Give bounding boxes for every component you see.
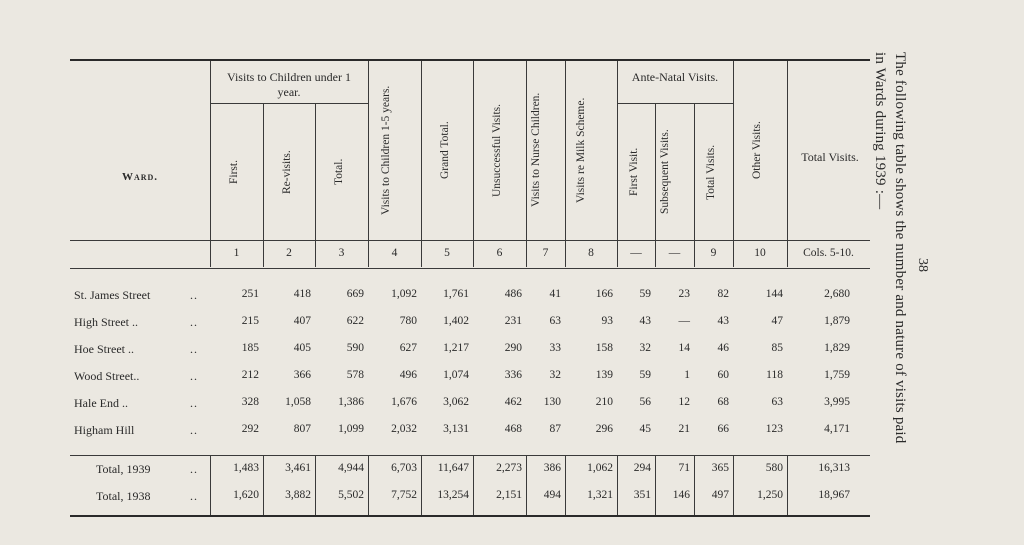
milk-scheme-header: Visits re Milk Scheme.	[575, 97, 587, 203]
table-cell: 158	[595, 342, 613, 354]
table-cell: 66	[717, 423, 729, 435]
table-cell: 231	[504, 315, 522, 327]
table-cell: 59	[639, 369, 651, 381]
table-cell: 2,273	[496, 462, 522, 474]
table-cell: 59	[639, 288, 651, 300]
table-cell: 144	[765, 288, 783, 300]
table-cell: 2,151	[496, 489, 522, 501]
col-divider	[694, 103, 695, 267]
column-number: 10	[754, 247, 766, 259]
table-cell: 296	[595, 423, 613, 435]
col-divider	[655, 103, 656, 267]
table-cell: 215	[241, 315, 259, 327]
table-cell: 292	[241, 423, 259, 435]
table-cell: 578	[346, 369, 364, 381]
caption-line-2: in Wards during 1939 :—	[872, 52, 888, 210]
table-cell: 71	[678, 462, 690, 474]
table-cell: 468	[504, 423, 522, 435]
grand-total-header: Grand Total.	[439, 121, 451, 179]
col-divider	[263, 103, 264, 267]
table-cell: 3,882	[285, 489, 311, 501]
page-number: 38	[915, 258, 930, 272]
table-cell: 1,761	[443, 288, 469, 300]
table-cell: 590	[346, 342, 364, 354]
visits-1-5-header: Visits to Children 1-5 years.	[380, 85, 392, 215]
table-cell: 1	[684, 369, 690, 381]
column-number: 8	[588, 247, 594, 259]
table-cell: 32	[549, 369, 561, 381]
table-cell: 1,620	[233, 489, 259, 501]
col-divider	[617, 61, 618, 267]
table-cell: 669	[346, 288, 364, 300]
table-cell: 580	[765, 462, 783, 474]
table-cell: 462	[504, 396, 522, 408]
col-divider	[526, 61, 527, 267]
col-divider	[315, 103, 316, 267]
leader-dots: ..	[190, 342, 198, 356]
table-cell: 627	[399, 342, 417, 354]
ward-name: High Street ..	[74, 315, 138, 329]
column-number: 6	[496, 247, 503, 259]
table-cell: 11,647	[437, 462, 469, 474]
leader-dots: ..	[190, 396, 198, 410]
unsuccessful-header: Unsuccessful Visits.	[491, 103, 503, 197]
table-cell: 366	[293, 369, 311, 381]
table-cell: 4,171	[824, 423, 850, 435]
table-cell: 123	[765, 423, 783, 435]
column-number: 4	[391, 247, 398, 259]
column-number: 9	[710, 247, 717, 259]
leader-dots: ..	[190, 489, 198, 503]
table-cell: 1,099	[338, 423, 364, 435]
table-cell: 43	[717, 315, 729, 327]
table-cell: 365	[711, 462, 729, 474]
table-cell: 486	[504, 288, 522, 300]
table-cell: 418	[293, 288, 311, 300]
col-divider	[787, 61, 788, 267]
table-cell: 60	[717, 369, 729, 381]
table-cell: 41	[549, 288, 561, 300]
table-cell: 3,995	[824, 396, 850, 408]
table-cell: 1,676	[391, 396, 417, 408]
table-cell: 4,944	[338, 462, 364, 474]
leader-dots: ..	[190, 462, 198, 476]
table-cell: 14	[678, 342, 690, 354]
table-cell: 1,250	[757, 489, 783, 501]
table-cell: 1,062	[587, 462, 613, 474]
ward-header: Ward.	[121, 171, 159, 183]
ward-name: St. James Street	[74, 288, 151, 302]
table-cell: 1,759	[824, 369, 850, 381]
col-divider	[473, 61, 474, 267]
table-cell: 21	[678, 423, 690, 435]
ward-name: Higham Hill	[74, 423, 135, 437]
column-number: 7	[542, 247, 549, 259]
table-cell: 290	[504, 342, 522, 354]
table-cell: 1,829	[824, 342, 850, 354]
header-bottom-rule	[70, 240, 870, 241]
table-cell: 13,254	[437, 489, 469, 501]
table-cell: 1,058	[285, 396, 311, 408]
table-cell: 496	[399, 369, 417, 381]
table-cell: 43	[639, 315, 651, 327]
antenatal-header: Ante-Natal Visits.	[631, 70, 719, 84]
ward-name: Total, 1938	[96, 489, 151, 503]
table-cell: 68	[717, 396, 729, 408]
column-number: Cols. 5-10.	[803, 247, 854, 259]
table-cell: 1,386	[338, 396, 364, 408]
table-cell: 328	[241, 396, 259, 408]
colnum-bottom-rule	[70, 268, 870, 269]
table-cell: 146	[672, 489, 690, 501]
table-cell: 1,321	[587, 489, 613, 501]
total-visits-header: Total Visits.	[705, 144, 717, 200]
children-group-rule	[210, 103, 368, 104]
children-under-1-header: Visits to Children under 1 year.	[227, 70, 351, 99]
table-cell: 2,680	[824, 288, 850, 300]
table-cell: 130	[543, 396, 561, 408]
first-visit-header: First Visit.	[628, 147, 640, 197]
column-number: 2	[286, 247, 292, 259]
table-cell: 87	[549, 423, 561, 435]
table-cell: 212	[241, 369, 259, 381]
table-cell: 336	[504, 369, 522, 381]
other-visits-header: Other Visits.	[751, 121, 763, 179]
table-cell: 294	[633, 462, 651, 474]
ward-name: Hoe Street ..	[74, 342, 134, 356]
table-cell: 18,967	[818, 489, 850, 501]
table-cell: 23	[678, 288, 690, 300]
table-cell: 497	[711, 489, 729, 501]
ward-name: Hale End ..	[74, 396, 128, 410]
table-cell: 351	[633, 489, 651, 501]
total-header: Total.	[333, 158, 345, 186]
table-cell: 7,752	[391, 489, 417, 501]
table-cell: 1,483	[233, 462, 259, 474]
col-divider	[565, 61, 566, 267]
leader-dots: ..	[190, 288, 198, 302]
table-cell: 405	[293, 342, 311, 354]
table-cell: 85	[771, 342, 783, 354]
table-cell: 32	[639, 342, 651, 354]
table-cell: 45	[639, 423, 651, 435]
leader-dots: ..	[190, 423, 198, 437]
table-cell: 166	[595, 288, 613, 300]
leader-dots: ..	[190, 315, 198, 329]
table-cell: 780	[399, 315, 417, 327]
column-number: —	[668, 247, 681, 259]
table-cell: 1,074	[443, 369, 469, 381]
table-cell: 3,461	[285, 462, 311, 474]
table-cell: 33	[549, 342, 561, 354]
table-cell: 46	[717, 342, 729, 354]
table-cell: 407	[293, 315, 311, 327]
table-cell: 12	[678, 396, 690, 408]
table-cell: 5,502	[338, 489, 364, 501]
table-cell: 1,217	[443, 342, 469, 354]
first-header: First.	[228, 160, 240, 184]
table-cell: 6,703	[391, 462, 417, 474]
table-cell: 1,402	[443, 315, 469, 327]
table-cell: 807	[293, 423, 311, 435]
table-cell: 622	[346, 315, 364, 327]
totals-top-rule	[70, 455, 870, 456]
table-cell: 47	[771, 315, 783, 327]
table-cell: —	[678, 315, 690, 327]
col-divider	[368, 61, 369, 267]
nurse-children-header: Visits to Nurse Children.	[530, 92, 542, 208]
bottom-rule	[70, 515, 870, 517]
column-number: 3	[338, 247, 345, 259]
table-cell: 63	[549, 315, 561, 327]
table-cell: 210	[595, 396, 613, 408]
table-cell: 2,032	[391, 423, 417, 435]
table-cell: 56	[639, 396, 651, 408]
col-divider	[733, 61, 734, 267]
table-cell: 82	[717, 288, 729, 300]
table-cell: 118	[766, 369, 783, 381]
ward-name: Wood Street..	[74, 369, 140, 383]
table-cell: 16,313	[818, 462, 850, 474]
table-cell: 63	[771, 396, 783, 408]
table-cell: 1,879	[824, 315, 850, 327]
leader-dots: ..	[190, 369, 198, 383]
table-cell: 1,092	[391, 288, 417, 300]
subsequent-visits-header: Subsequent Visits.	[659, 129, 671, 215]
table-cell: 139	[595, 369, 613, 381]
table-caption	[870, 52, 910, 444]
ward-name: Total, 1939	[96, 462, 151, 476]
caption-line-1: The following table shows the number and nature of visits paid	[892, 52, 908, 444]
antenatal-group-rule	[617, 103, 733, 104]
table-cell: 251	[241, 288, 259, 300]
table-cell: 386	[543, 462, 561, 474]
top-rule	[70, 59, 870, 61]
table-cell: 494	[543, 489, 561, 501]
total-visits-all-header: Total Visits.	[801, 150, 859, 164]
column-number: —	[630, 247, 642, 259]
col-divider	[210, 61, 211, 267]
column-number: 1	[233, 247, 240, 259]
column-number: 5	[444, 247, 450, 259]
table-cell: 3,131	[443, 423, 469, 435]
table-cell: 185	[241, 342, 259, 354]
table-cell: 3,062	[443, 396, 469, 408]
table-cell: 93	[601, 315, 613, 327]
col-divider	[421, 61, 422, 267]
revisits-header: Re-visits.	[281, 150, 293, 194]
